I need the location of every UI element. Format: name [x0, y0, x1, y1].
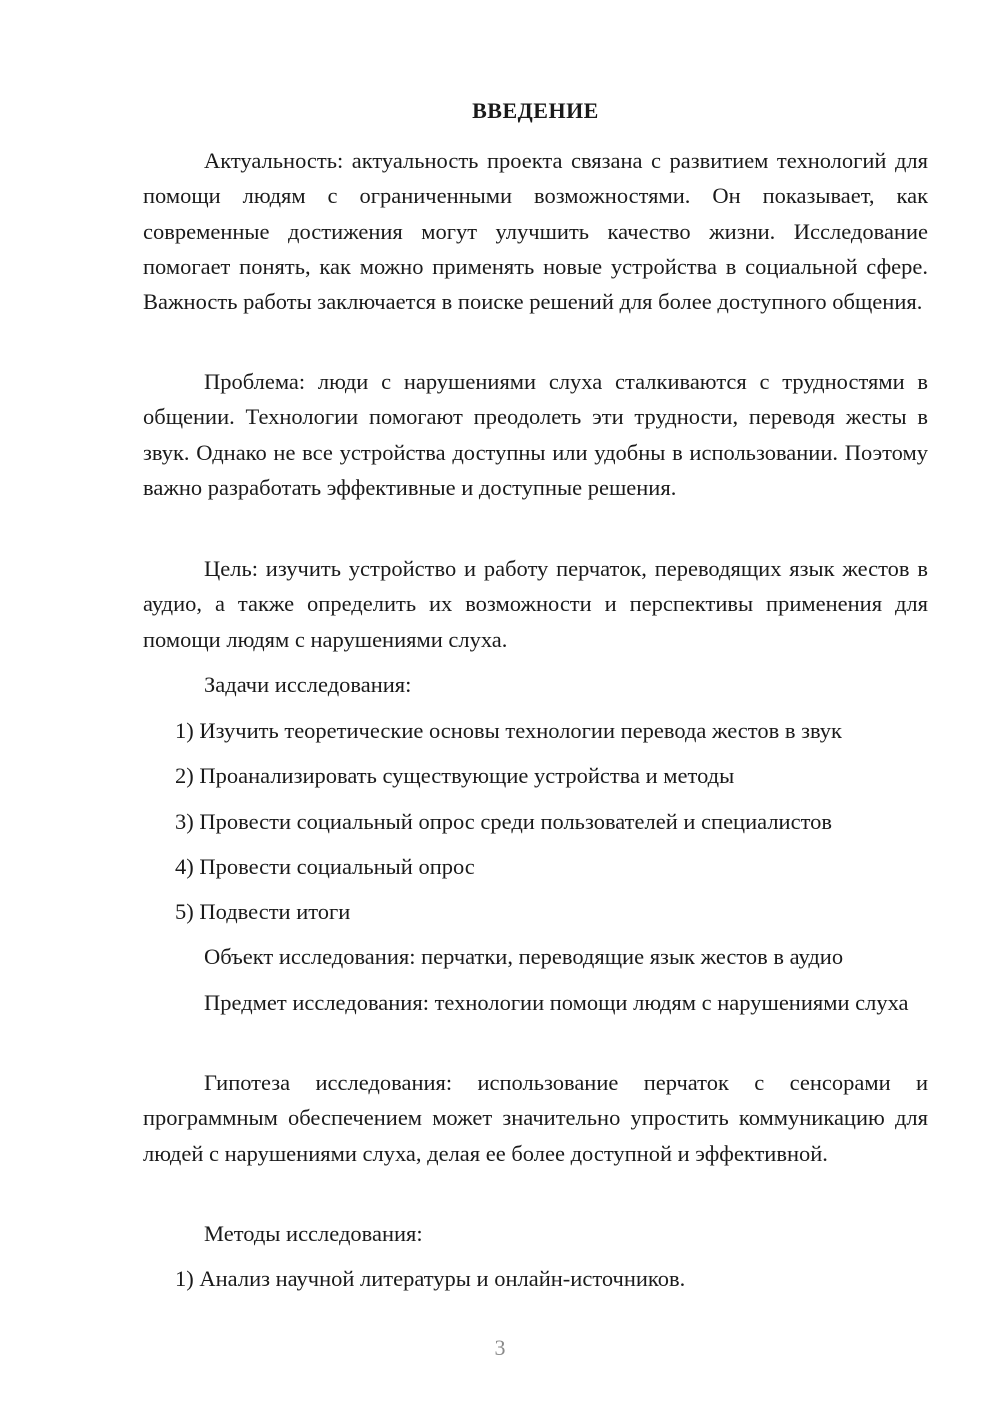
task-item: 2) Проанализировать существующие устройства и методы [175, 763, 735, 788]
task-item: 1) Изучить теоретические основы технологии перевода жестов в звук [175, 718, 842, 743]
relevance-paragraph: Актуальность: актуальность проекта связана с развитием технологий для помощи людям с ограниченными возможностями. Он показывает, как современные достижения могут улучшить качество жизни. Исследование помогает понять, как можно применять новые устройства в социальной сфере. Важность работы заключается в поиске решений для более доступного общения. [143, 148, 928, 315]
methods-heading: Методы исследования: [204, 1221, 423, 1246]
section-title: ВВЕДЕНИЕ [472, 98, 599, 123]
subject-paragraph: Предмет исследования: технологии помощи людям с нарушениями слуха [204, 990, 909, 1015]
page-number: 3 [494, 1335, 506, 1360]
task-item: 5) Подвести итоги [175, 899, 351, 924]
task-item: 3) Провести социальный опрос среди пользователей и специалистов [175, 809, 832, 834]
problem-paragraph: Проблема: люди с нарушениями слуха сталкиваются с трудностями в общении. Технологии помогают преодолеть эти трудности, переводя жесты в звук. Однако не все устройства доступны или удобны в использовании. Поэтому важно разработать эффективные и доступные решения. [143, 369, 928, 500]
method-item: 1) Анализ научной литературы и онлайн-источников. [175, 1266, 686, 1291]
hypothesis-paragraph: Гипотеза исследования: использование перчаток с сенсорами и программным обеспечением может значительно упростить коммуникацию для людей с нарушениями слуха, делая ее более доступной и эффективной. [143, 1070, 928, 1166]
tasks-heading: Задачи исследования: [204, 672, 412, 697]
task-item: 4) Провести социальный опрос [175, 854, 475, 879]
object-paragraph: Объект исследования: перчатки, переводящие язык жестов в аудио [204, 944, 844, 969]
goal-paragraph: Цель: изучить устройство и работу перчаток, переводящих язык жестов в аудио, а также определить их возможности и перспективы применения для помощи людям с нарушениями слуха. [143, 556, 928, 652]
